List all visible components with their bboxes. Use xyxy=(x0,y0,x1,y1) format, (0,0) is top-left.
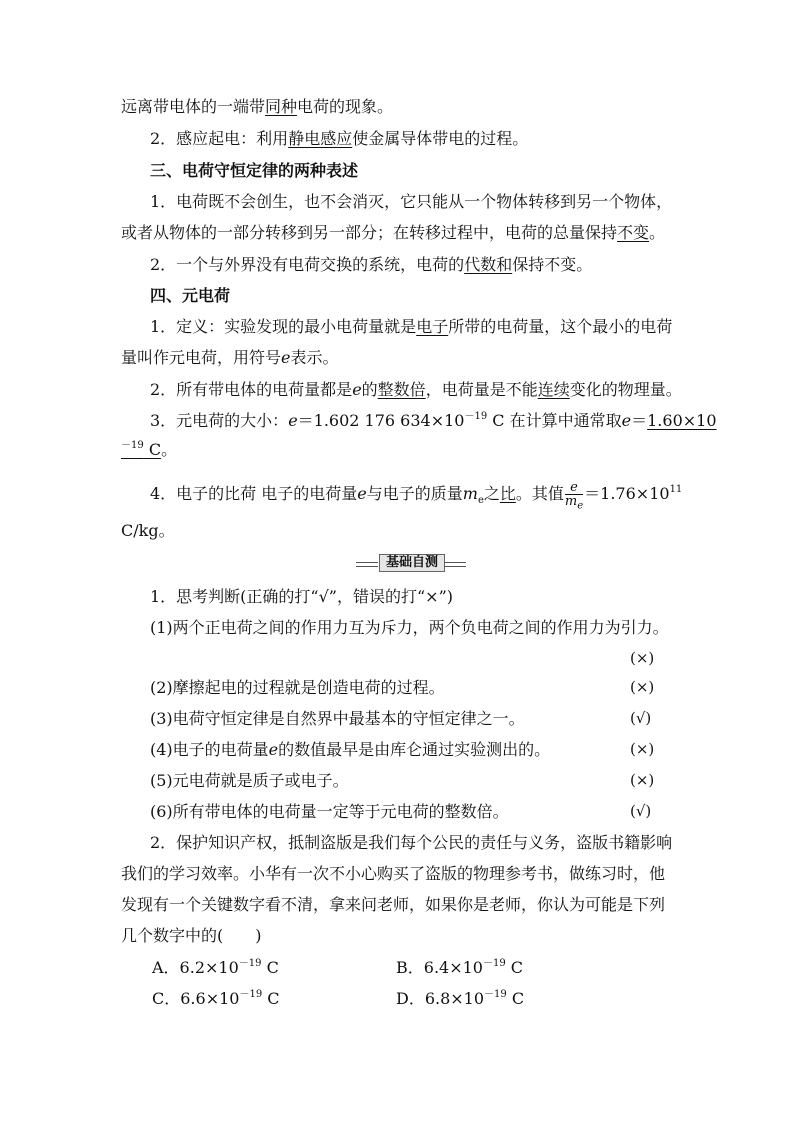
judge-item: (5)元电荷就是质子或电子。 xyxy=(150,771,349,790)
banner-right-rule xyxy=(444,562,466,567)
text-line: 4．电子的比荷 电子的电荷量e与电子的质量$m_e$之比。其值 $\frac{e}{m_e}$ $=1.76\times 10^{11}$ xyxy=(150,480,683,512)
text-line: 2．感应起电：利用静电感应使金属导体带电的过程。 xyxy=(150,129,529,148)
underlined-answer: 同种 xyxy=(265,97,298,116)
judge-mark: (√) xyxy=(630,802,652,820)
underlined-answer: 比 xyxy=(499,484,516,503)
judge-item: (3)电荷守恒定律是自然界中最基本的守恒定律之一。 xyxy=(150,709,525,728)
text-line: 远离带电体的一端带同种电荷的现象。 xyxy=(121,97,394,116)
question-title: 1．思考判断(正确的打“√”，错误的打“×”) xyxy=(150,587,453,606)
fraction: $\frac{e}{m_e}$ xyxy=(564,480,584,512)
section-heading: 三、电荷守恒定律的两种表述 xyxy=(150,161,359,180)
text-line: 1．电荷既不会创生，也不会消灭，它只能从一个物体转移到另一个物体， xyxy=(150,192,673,211)
option-a: A．$6.2\times 10^{-19}$ C xyxy=(152,957,279,977)
text-line: 2．所有带电体的电荷量都是e的整数倍，电荷量是不能连续变化的物理量。 xyxy=(150,380,682,399)
judge-item: (1)两个正电荷之间的作用力互为斥力，两个负电荷之间的作用力为引力。 xyxy=(150,618,669,637)
judge-item: (2)摩擦起电的过程就是创造电荷的过程。 xyxy=(150,678,445,697)
underlined-answer: 1.60×10 xyxy=(647,411,717,430)
option-d: D．$6.8\times 10^{-19}$ C xyxy=(396,988,525,1008)
text-line: 2．一个与外界没有电荷交换的系统，电荷的代数和保持不变。 xyxy=(150,255,593,274)
text-line: $^{-19}$ C。 xyxy=(121,439,178,459)
judge-item: (6)所有带电体的电荷量一定等于元电荷的整数倍。 xyxy=(150,802,509,821)
text-line: C/kg。 xyxy=(121,521,175,540)
banner-left-rule xyxy=(356,562,378,567)
text-line: 3．元电荷的大小：e＝1.602 176 $634\times 10^{-19}$ C 在计算中通常取e＝1.60×10 xyxy=(150,410,717,430)
underlined-answer: $^{-19}$ C xyxy=(121,439,162,459)
judge-mark: (×) xyxy=(630,740,655,758)
underlined-answer: 电子 xyxy=(416,317,449,336)
underlined-answer: 整数倍 xyxy=(377,380,426,399)
text-line: 1．定义：实验发现的最小电荷量就是电子所带的电荷量，这个最小的电荷 xyxy=(150,317,673,336)
question-text: 2．保护知识产权，抵制盗版是我们每个公民的责任与义务，盗版书籍影响 xyxy=(150,833,673,852)
section-heading: 四、元电荷 xyxy=(150,286,231,305)
option-b: B．$6.4\times 10^{-19}$ C xyxy=(396,957,524,977)
judge-mark: (×) xyxy=(630,649,655,667)
question-text: 几个数字中的( ) xyxy=(121,926,262,945)
judge-mark: (×) xyxy=(630,771,655,789)
text-line: 量叫作元电荷，用符号e表示。 xyxy=(121,348,339,367)
underlined-answer: 连续 xyxy=(537,380,570,399)
question-text: 发现有一个关键数字看不清，拿来问老师，如果你是老师，你认为可能是下列 xyxy=(121,895,666,914)
text-line: 或者从物体的一部分转移到另一部分；在转移过程中，电荷的总量保持不变。 xyxy=(121,223,666,242)
judge-item: (4)电子的电荷量e的数值最早是由库仑通过实验测出的。 xyxy=(150,740,551,759)
underlined-answer: 静电感应 xyxy=(288,129,353,148)
option-c: C．$6.6\times 10^{-19}$ C xyxy=(152,988,280,1008)
underlined-answer: 不变 xyxy=(617,223,650,242)
underlined-answer: 代数和 xyxy=(464,255,513,274)
judge-mark: (×) xyxy=(630,678,655,696)
judge-mark: (√) xyxy=(630,709,652,727)
question-text: 我们的学习效率。小华有一次不小心购买了盗版的物理参考书，做练习时，他 xyxy=(121,864,666,883)
section-banner xyxy=(356,553,466,573)
banner-title: 基础自测 xyxy=(379,554,445,572)
